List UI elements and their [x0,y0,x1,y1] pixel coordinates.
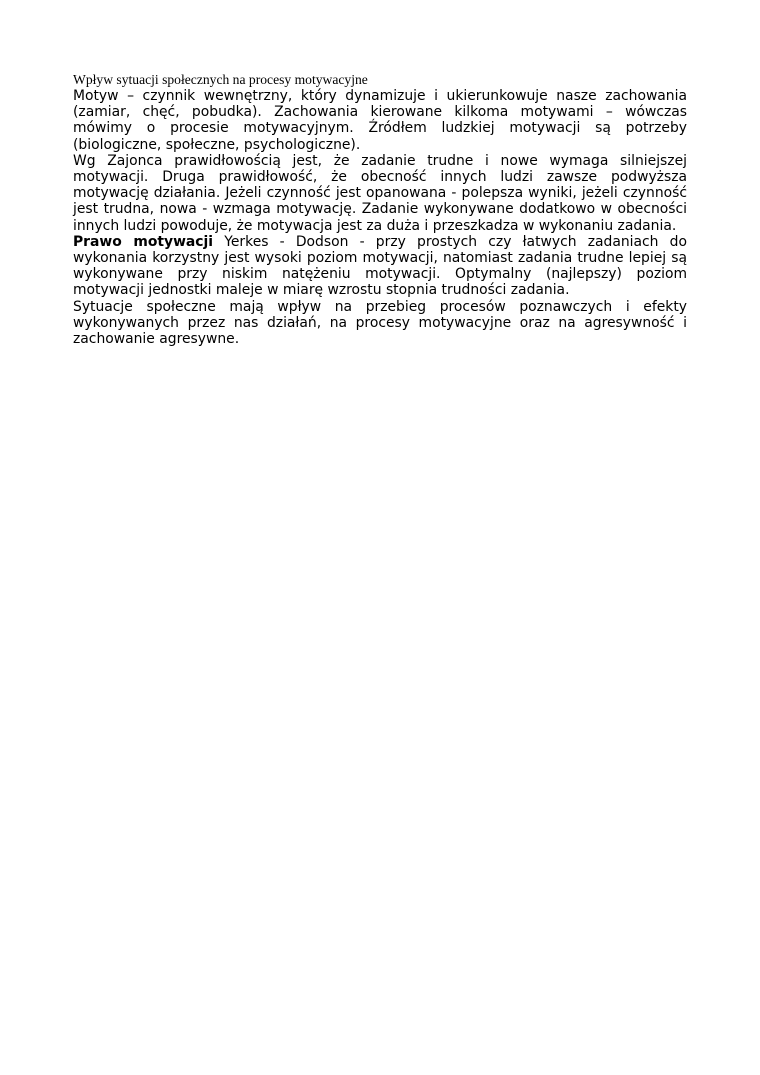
paragraph-yerkes-dodson [73,234,687,299]
bold-term-prawo-motywacji: Prawo motywacji [73,233,214,250]
paragraph-text: Wg Zajonca prawidłowością jest, że zadanie trudne i nowe wymaga silniejszej motywacji. Druga prawidłowość, że obecność innych ludzi zawsze podwyższa motywację działania. Jeżeli czynność jest opanowana - polepsza wyniki, jeżeli czynność jest trudna, nowa - wzmaga motywację. Zadanie wykonywane dodatkowo w obecności innych ludzi powoduje, że motywacja jest za duża i przeszkadza w wykonaniu zadania. [73,152,687,234]
paragraph-zajonc [73,153,687,234]
document-title: Wpływ sytuacji społecznych na procesy motywacyjne [73,72,368,87]
paragraph-social-situations [73,299,687,348]
paragraph-text: Sytuacje społeczne mają wpływ na przebieg procesów poznawczych i efekty wykonywanych przez nas działań, na procesy motywacyjne oraz na agresywność i zachowanie agresywne. [73,298,687,348]
paragraph-text: Yerkes - Dodson - przy prostych czy łatwych zadaniach do wykonania korzystny jest wysoki poziom motywacji, natomiast zadania trudne lepiej są wykonywane przy niskim natężeniu motywacji. Optymalny (najlepszy) poziom motywacji jednostki maleje w miarę wzrostu stopnia trudności zadania. [73,233,687,299]
document-body [73,72,687,347]
paragraph-text: Motyw – czynnik wewnętrzny, który dynamizuje i ukierunkowuje nasze zachowania (zamiar, chęć, pobudka). Zachowania kierowane kilkoma motywami – wówczas mówimy o procesie motywacyjnym. Źródłem ludzkiej motywacji są potrzeby (biologiczne, społeczne, psychologiczne). [73,88,687,153]
paragraph-motive-definition [73,88,687,153]
